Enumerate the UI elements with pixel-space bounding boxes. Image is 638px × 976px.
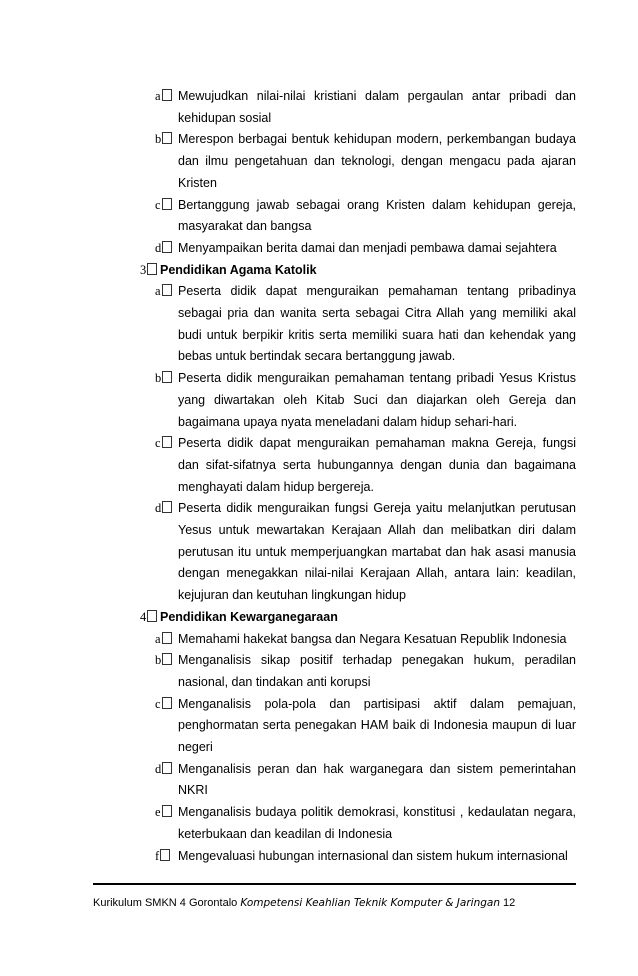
list-item-letter: b — [155, 132, 162, 146]
list-item-line: Peserta didik dapat menguraikan pemahaman tentang pribadinya — [178, 284, 576, 298]
list-item-letter: c — [155, 198, 161, 212]
list-item-line: bebas untuk bertindak secara bertanggung jawab. — [178, 349, 456, 363]
list-item-line: kejujuran dan keutuhan lingkungan hidup — [178, 588, 406, 602]
list-item-line: Mengevaluasi hubungan internasional dan sistem hukum internasional — [178, 849, 568, 863]
list-item-line: budi untuk berpikir kritis serta memiliki suara hati dan kehendak yang — [178, 328, 576, 342]
list-item-line: Menganalisis budaya politik demokrasi, konstitusi , kedaulatan negara, — [178, 805, 576, 819]
list-item-line: nasional, dan tindakan anti korupsi — [178, 675, 371, 689]
list-item-marker — [155, 435, 172, 451]
list-item-marker — [155, 240, 172, 256]
section-number — [140, 262, 157, 278]
list-item-letter: d — [155, 241, 162, 255]
list-item-marker — [155, 283, 172, 299]
list-item-line: Peserta didik dapat menguraikan pemahaman makna Gereja, fungsi — [178, 436, 576, 450]
list-item-line: penghormatan serta penegakan HAM baik di Indonesia maupun di luar — [178, 718, 576, 732]
list-item-marker — [155, 848, 170, 864]
list-item-letter: e — [155, 805, 161, 819]
list-item-line: Peserta didik menguraikan fungsi Gereja yaitu melanjutkan perutusan — [178, 501, 576, 515]
list-item-line: Menganalisis peran dan hak warganegara dan sistem pemerintahan — [178, 762, 576, 776]
footer-rule — [93, 883, 576, 885]
list-item-marker — [155, 197, 172, 213]
list-item-letter: b — [155, 653, 162, 667]
list-item-line: keterbukaan dan keadilan di Indonesia — [178, 827, 393, 841]
bullet-box-icon — [162, 501, 172, 513]
page-footer — [93, 896, 515, 910]
list-item-line: Menyampaikan berita damai dan menjadi pembawa damai sejahtera — [178, 241, 557, 255]
list-item-letter: c — [155, 697, 161, 711]
list-item-marker — [155, 88, 172, 104]
list-item-marker — [155, 804, 172, 820]
list-item-line: Bertanggung jawab sebagai orang Kristen dalam kehidupan gereja, — [178, 198, 576, 212]
section-number-text: 4 — [140, 610, 147, 624]
bullet-box-icon — [162, 371, 172, 383]
list-item-line: kehidupan sosial — [178, 111, 272, 125]
bullet-box-icon — [162, 132, 172, 144]
section-title: Pendidikan Agama Katolik — [160, 263, 317, 277]
list-item-marker — [155, 500, 172, 516]
list-item-line: dan sifat-sifatnya serta hubungannya dengan dunia dan bagaimana — [178, 458, 576, 472]
list-item-marker — [155, 761, 172, 777]
bullet-box-icon — [160, 849, 170, 861]
section-number-text: 3 — [140, 263, 147, 277]
bullet-box-icon — [162, 241, 172, 253]
bullet-box-icon — [147, 263, 157, 275]
footer-prefix: Kurikulum SMKN 4 Gorontalo — [93, 897, 241, 909]
list-item-letter: a — [155, 284, 161, 298]
list-item-marker — [155, 696, 172, 712]
list-item-line: Mewujudkan nilai-nilai kristiani dalam pergaulan antar pribadi dan — [178, 89, 576, 103]
list-item-marker — [155, 131, 172, 147]
list-item-line: yang diwartakan oleh Kitab Suci dan diajarkan oleh Gereja dan — [178, 393, 576, 407]
list-item-line: dengan menegakkan nilai-nilai Kerajaan Allah, antara lain: keadilan, — [178, 566, 576, 580]
list-item-letter: b — [155, 371, 162, 385]
list-item-line: Menganalisis pola-pola dan partisipasi aktif dalam pemajuan, — [178, 697, 576, 711]
list-item-line: Yesus untuk mewartakan Kerajaan Allah dan melibatkan diri dalam — [178, 523, 576, 537]
list-item-line: Peserta didik menguraikan pemahaman tentang pribadi Yesus Kristus — [178, 371, 576, 385]
footer-program: Kompetensi Keahlian Teknik Komputer & Jaringan — [240, 897, 500, 909]
list-item-line: Kristen — [178, 176, 217, 190]
list-item-line: Merespon berbagai bentuk kehidupan modern, perkembangan budaya — [178, 132, 576, 146]
bullet-box-icon — [162, 762, 172, 774]
bullet-box-icon — [162, 284, 172, 296]
bullet-box-icon — [162, 697, 172, 709]
list-item-line: masyarakat dan bangsa — [178, 219, 312, 233]
list-item-line: perutusan itu untuk memperjuangkan martabat dan hak asasi manusia — [178, 545, 576, 559]
list-item-letter: f — [155, 849, 160, 863]
list-item-letter: c — [155, 436, 161, 450]
list-item-line: Memahami hakekat bangsa dan Negara Kesatuan Republik Indonesia — [178, 632, 567, 646]
footer-page-number: 12 — [499, 897, 516, 909]
bullet-box-icon — [162, 198, 172, 210]
bullet-box-icon — [147, 610, 157, 622]
section-number — [140, 609, 157, 625]
list-item-letter: a — [155, 632, 161, 646]
bullet-box-icon — [162, 653, 172, 665]
list-item-line: dan ilmu pengetahuan dan teknologi, dengan mengacu pada ajaran — [178, 154, 576, 168]
bullet-box-icon — [162, 89, 172, 101]
list-item-line: Menganalisis sikap positif terhadap penegakan hukum, peradilan — [178, 653, 576, 667]
bullet-box-icon — [162, 632, 172, 644]
bullet-box-icon — [162, 805, 172, 817]
list-item-marker — [155, 370, 172, 386]
list-item-line: negeri — [178, 740, 213, 754]
list-item-letter: d — [155, 762, 162, 776]
list-item-line: menghayati dalam hidup bergereja. — [178, 480, 374, 494]
list-item-marker — [155, 631, 172, 647]
list-item-line: sebagai pria dan wanita serta sebagai Citra Allah yang memiliki akal — [178, 306, 576, 320]
list-item-line: NKRI — [178, 783, 208, 797]
list-item-letter: d — [155, 501, 162, 515]
list-item-marker — [155, 652, 172, 668]
list-item-letter: a — [155, 89, 161, 103]
section-title: Pendidikan Kewarganegaraan — [160, 610, 338, 624]
bullet-box-icon — [162, 436, 172, 448]
list-item-line: bagaimana upaya nyata meneladani dalam hidup sehari-hari. — [178, 415, 518, 429]
